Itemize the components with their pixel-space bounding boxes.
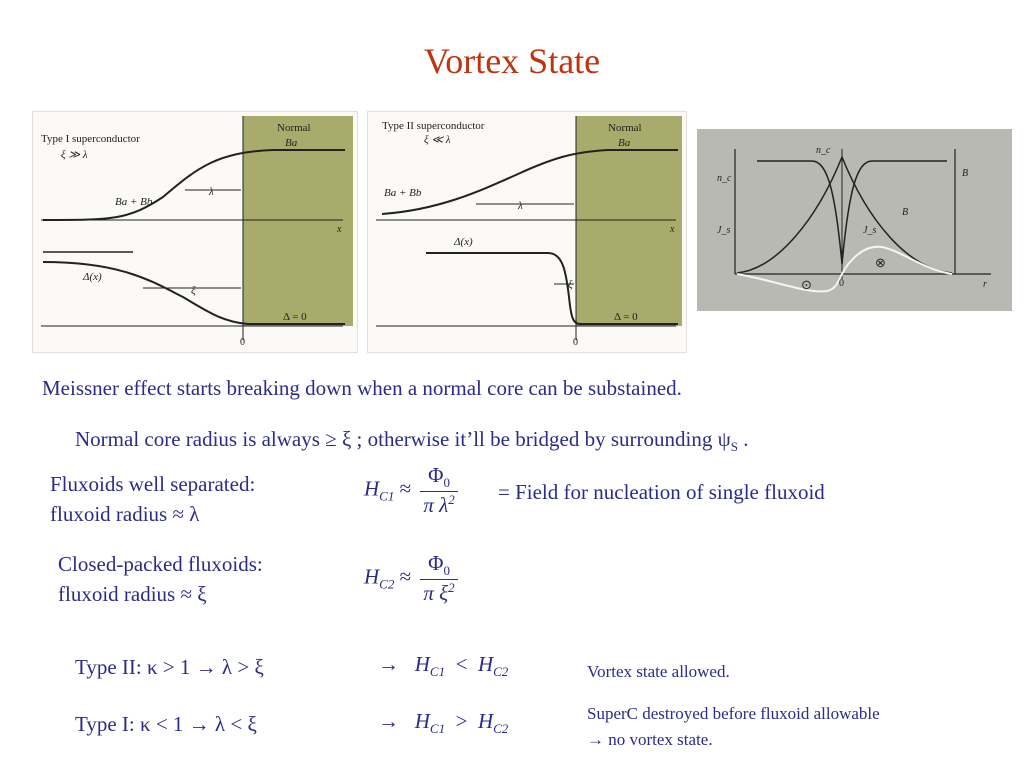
delta-label: Δ(x) (83, 271, 102, 283)
type2-figure (367, 111, 687, 353)
core-radius-text: Normal core radius is always ≥ ξ ; otherwise it’ll be bridged by surrounding $\psi_S$ . (75, 427, 749, 455)
fig-condition: ξ ≪ λ (424, 134, 451, 146)
lambda-label: λ (518, 200, 523, 212)
xi-label: ξ (191, 285, 196, 297)
ba-label: Ba (285, 137, 298, 149)
meissner-text: Meissner effect starts breaking down when a normal core can be substained. (42, 376, 682, 400)
js-curve (737, 247, 952, 292)
type1-figure (32, 111, 358, 353)
hc1-equation: $H_{C1}$ ≈ $\frac{\Phi_0}{\pi \lambda^2}$ (364, 463, 462, 518)
xi-label: ξ (568, 279, 573, 291)
vortex-figure (697, 129, 1012, 311)
ba-label: Ba (618, 137, 631, 149)
b-curve-label: B (902, 207, 909, 218)
nc-curve (757, 161, 947, 264)
type2-note: Vortex state allowed. (587, 662, 730, 681)
zero-label: 0 (839, 278, 844, 289)
type1-note: SuperC destroyed before fluxoid allowable → no vortex state. (587, 704, 880, 749)
type2-condition: Type II: κ > 1 → λ > ξ (75, 655, 264, 679)
field-description: = Field for nucleation of single fluxoid (498, 480, 825, 504)
b-curve (737, 157, 952, 273)
js-label: J_s (863, 225, 877, 236)
normal-label: Normal (277, 122, 311, 134)
fig-header: Type II superconductor (382, 120, 485, 132)
x-axis-label: x (670, 224, 675, 235)
type1-condition: Type I: κ < 1 → λ < ξ (75, 712, 257, 736)
r-label: r (983, 279, 987, 290)
closed-packed-text: Closed-packed fluxoids: fluxoid radius ≈ ξ (58, 552, 263, 607)
fig-header: Type I superconductor (41, 133, 140, 145)
js-left-label: J_s (717, 225, 731, 236)
delta-label: Δ(x) (454, 236, 473, 248)
lambda-label: λ (209, 186, 214, 198)
ba-bb-label: Ba + Bb (384, 187, 422, 199)
well-separated-text: Fluxoids well separated: fluxoid radius ≈ λ (50, 472, 256, 527)
delta-zero-label: Δ = 0 (283, 311, 307, 323)
fig-condition: ξ ≫ λ (61, 149, 88, 161)
origin-label: 0 (573, 337, 578, 348)
hc2-equation: $H_{C2}$ ≈ $\frac{\Phi_0}{\pi \xi^2}$ (364, 551, 462, 606)
x-axis-label: x (337, 224, 342, 235)
page-title: Vortex State (423, 41, 601, 81)
normal-label: Normal (608, 122, 642, 134)
origin-label: 0 (240, 337, 245, 348)
nc-label: n_c (816, 145, 831, 156)
b-right-label: B (962, 168, 969, 179)
ba-bb-label: Ba + Bb (115, 196, 153, 208)
otimes-symbol: ⊗ (875, 255, 886, 270)
type2-comparison: → $H_{C1} < H_{C2}$ (378, 652, 509, 680)
delta-zero-label: Δ = 0 (614, 311, 638, 323)
normal-region (243, 116, 353, 326)
odot-symbol: ⊙ (801, 277, 812, 292)
type1-comparison: → $H_{C1} > H_{C2}$ (378, 709, 509, 737)
nc-left-label: n_c (717, 173, 732, 184)
